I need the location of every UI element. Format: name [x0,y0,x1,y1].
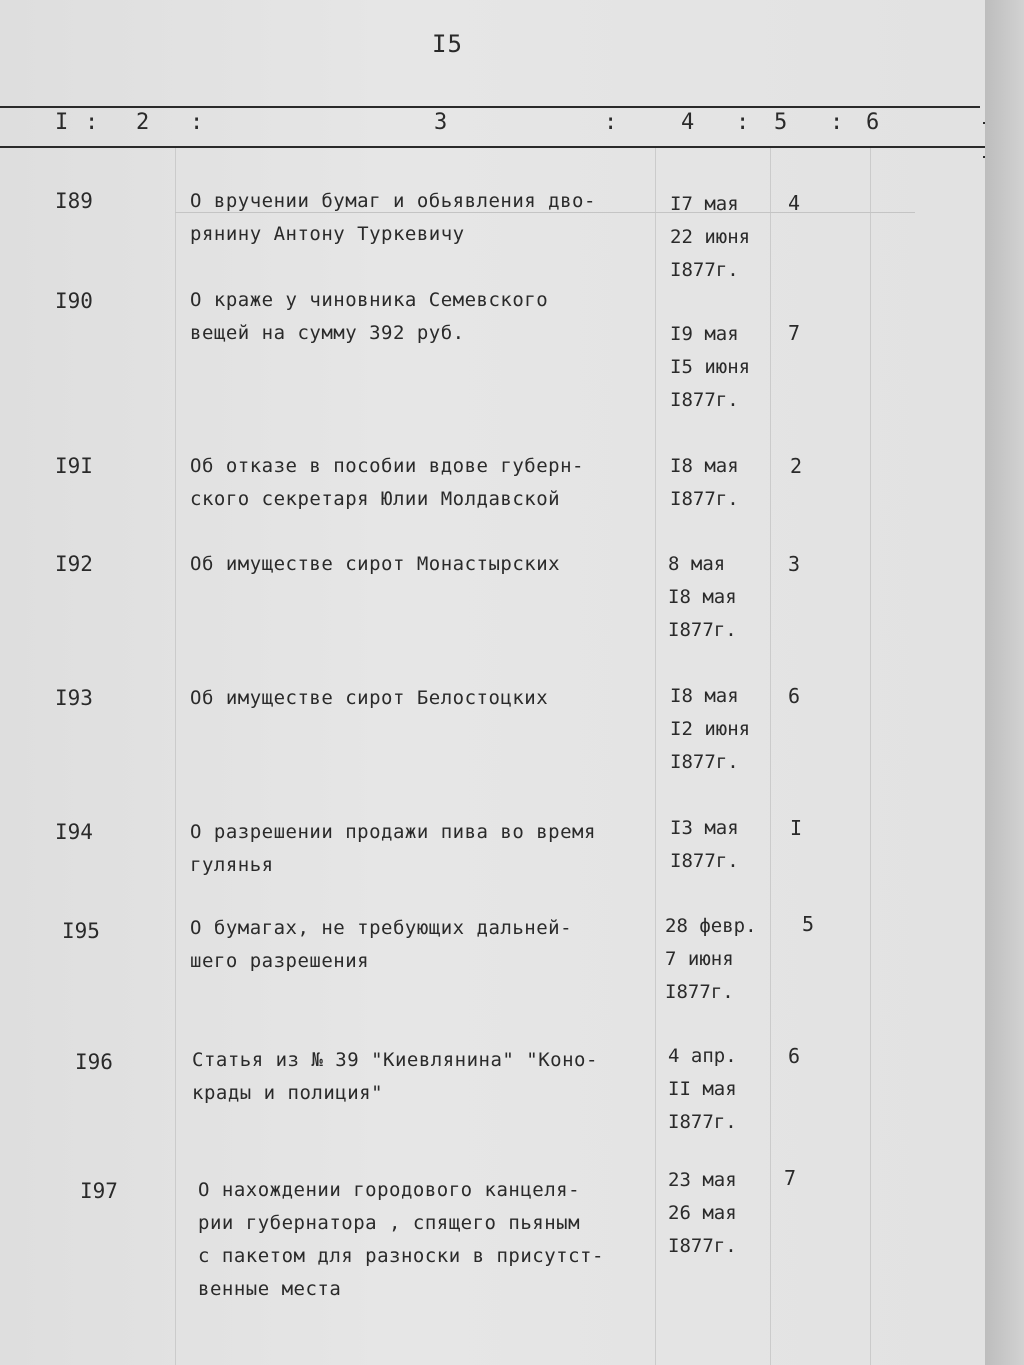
entry-description: О вручении бумаг и обьявления дво- рянину Антону Туркевичу [190,190,596,245]
entry-sheet-count: 3 [788,552,801,576]
entry-sheet-count: 4 [788,191,801,215]
column-line [770,148,771,1365]
entry-sheet-count: 5 [802,912,815,936]
column-separator: : [604,110,618,135]
entry-dates: 23 мая 26 мая I877г. [668,1169,737,1257]
entry-dates: I8 мая I2 июня I877г. [670,685,751,773]
column-number-row [0,110,985,144]
page-number: I5 [432,30,463,58]
column-number: 5 [774,110,788,135]
entry-sheet-count: 2 [790,454,803,478]
entry-sheet-count: 7 [784,1166,797,1190]
entry-number: I95 [62,919,100,943]
entry-description: Об отказе в пособии вдове губерн- ского секретаря Юлии Молдавской [190,455,584,510]
entry-dates: I3 мая I877г. [670,817,739,872]
column-number: 2 [136,110,150,135]
column-separator: : [830,110,844,135]
column-number: I [55,110,69,135]
entry-description: О разрешении продажи пива во время гулянья [190,821,596,876]
entry-description: О краже у чиновника Семевского вещей на сумму 392 руб. [190,289,549,344]
entry-number: I94 [55,820,93,844]
entry-number: I9I [55,454,93,478]
entry-dates: I8 мая I877г. [670,455,739,510]
column-number: 4 [681,110,695,135]
column-number: 6 [866,110,880,135]
entry-sheet-count: 7 [788,321,801,345]
entry-number: I89 [55,189,93,213]
column-number: 3 [434,110,448,135]
header-rule-bottom [0,146,985,148]
column-separator: : [190,110,204,135]
entry-description: Статья из № 39 "Киевлянина" "Коно- крады и полиция" [192,1049,598,1104]
entry-number: I92 [55,552,93,576]
column-line [655,148,656,1365]
entry-description: О бумагах, не требующих дальней- шего разрешения [190,917,573,972]
column-line [870,148,871,1365]
entry-sheet-count: 6 [788,1044,801,1068]
entry-number: I90 [55,289,93,313]
entry-dates: 8 мая I8 мая I877г. [668,553,737,641]
entry-dates: I7 мая 22 июня I877г. [670,193,751,281]
entry-description: Об имуществе сирот Белостоцких [190,687,549,709]
entry-description: Об имуществе сирот Монастырских [190,553,561,575]
entry-dates: I9 мая I5 июня I877г. [670,323,751,411]
column-separator: : [85,110,99,135]
entry-description: О нахождении городового канцеля- рии губернатора , спящего пьяным с пакетом для разноски в присутст- венные места [198,1179,604,1300]
entry-dates: 4 апр. II мая I877г. [668,1045,737,1133]
underlying-page-edge [985,0,1024,1365]
entry-number: I93 [55,686,93,710]
header-rule-top [0,106,980,108]
entry-sheet-count: 6 [788,684,801,708]
entry-number: I97 [80,1179,118,1203]
column-line [175,148,176,1365]
entry-sheet-count: I [790,816,803,840]
entry-dates: 28 февр. 7 июня I877г. [665,915,757,1003]
column-separator: : [736,110,750,135]
entry-number: I96 [75,1050,113,1074]
